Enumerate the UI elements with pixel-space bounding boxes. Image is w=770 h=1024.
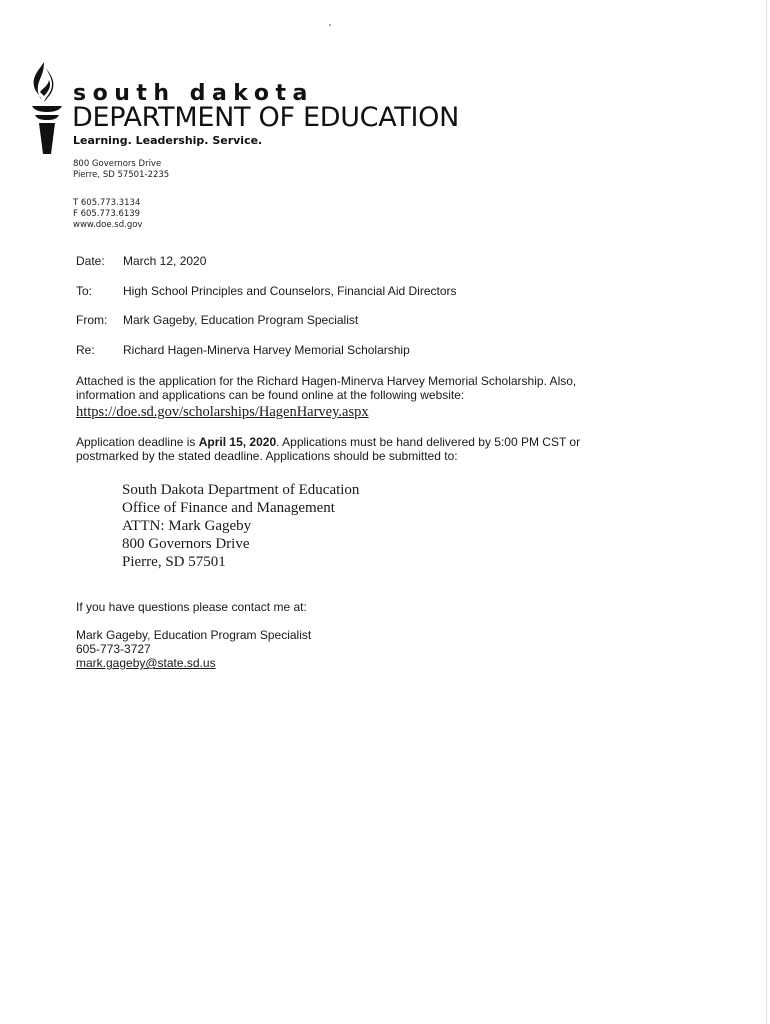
memo-re-value: Richard Hagen-Minerva Harvey Memorial Scholarship: [123, 343, 410, 357]
scan-edge-line: [766, 0, 767, 1024]
mailing-address-line: ATTN: Mark Gageby: [122, 518, 252, 534]
mailing-address-line: South Dakota Department of Education: [122, 482, 360, 498]
letterhead-phone: T 605.773.3134: [73, 198, 141, 208]
letterhead-fax: F 605.773.6139: [73, 209, 141, 219]
scan-speck: [329, 24, 331, 26]
torch-flame-icon: [30, 62, 66, 154]
deadline-suffix: . Applications must be hand delivered by 5:00 PM CST or: [276, 435, 581, 449]
memo-to-row: [76, 284, 457, 299]
intro-line: information and applications can be found online at the following website:: [76, 388, 465, 402]
letterhead-state-name: south dakota: [73, 81, 314, 106]
memo-date-label: Date:: [76, 254, 105, 268]
mailing-address-line: Office of Finance and Management: [122, 500, 335, 516]
deadline-date: April 15, 2020: [198, 435, 277, 449]
deadline-paragraph: [76, 435, 580, 463]
memo-to-value: High School Principles and Counselors, Financial Aid Directors: [123, 284, 457, 298]
contact-phone: 605-773-3727: [76, 642, 151, 656]
letterhead-tagline: Learning. Leadership. Service.: [73, 134, 263, 147]
letterhead-department-name: DEPARTMENT OF EDUCATION: [72, 102, 459, 133]
contact-prompt: If you have questions please contact me at:: [76, 600, 307, 614]
intro-paragraph: [76, 374, 576, 402]
letterhead-address-line: Pierre, SD 57501-2235: [73, 170, 170, 180]
letterhead-address-line: 800 Governors Drive: [73, 159, 162, 169]
memo-date-value: March 12, 2020: [123, 254, 207, 268]
memo-re-label: Re:: [76, 343, 95, 357]
memo-date-row: [76, 254, 206, 269]
deadline-line: postmarked by the stated deadline. Applications should be submitted to:: [76, 449, 458, 463]
memo-from-value: Mark Gageby, Education Program Specialist: [123, 313, 359, 327]
memo-from-row: [76, 313, 358, 328]
memo-from-label: From:: [76, 313, 108, 327]
mailing-address-line: 800 Governors Drive: [122, 536, 250, 552]
letterhead-website[interactable]: www.doe.sd.gov: [73, 220, 143, 230]
intro-line: Attached is the application for the Richard Hagen-Minerva Harvey Memorial Scholarship. Also,: [76, 374, 577, 388]
deadline-prefix: Application deadline is: [76, 435, 199, 449]
mailing-address: [122, 481, 359, 571]
memo-re-row: [76, 343, 410, 358]
scholarship-link[interactable]: https://doe.sd.gov/scholarships/HagenHarvey.aspx: [76, 404, 369, 420]
letterhead-contact: [73, 198, 142, 231]
contact-name-title: Mark Gageby, Education Program Specialist: [76, 628, 312, 642]
memo-to-label: To:: [76, 284, 93, 298]
letterhead-address: [73, 159, 169, 181]
contact-email-link[interactable]: mark.gageby@state.sd.us: [76, 656, 216, 670]
contact-block: [76, 628, 311, 670]
mailing-address-line: Pierre, SD 57501: [122, 554, 226, 570]
